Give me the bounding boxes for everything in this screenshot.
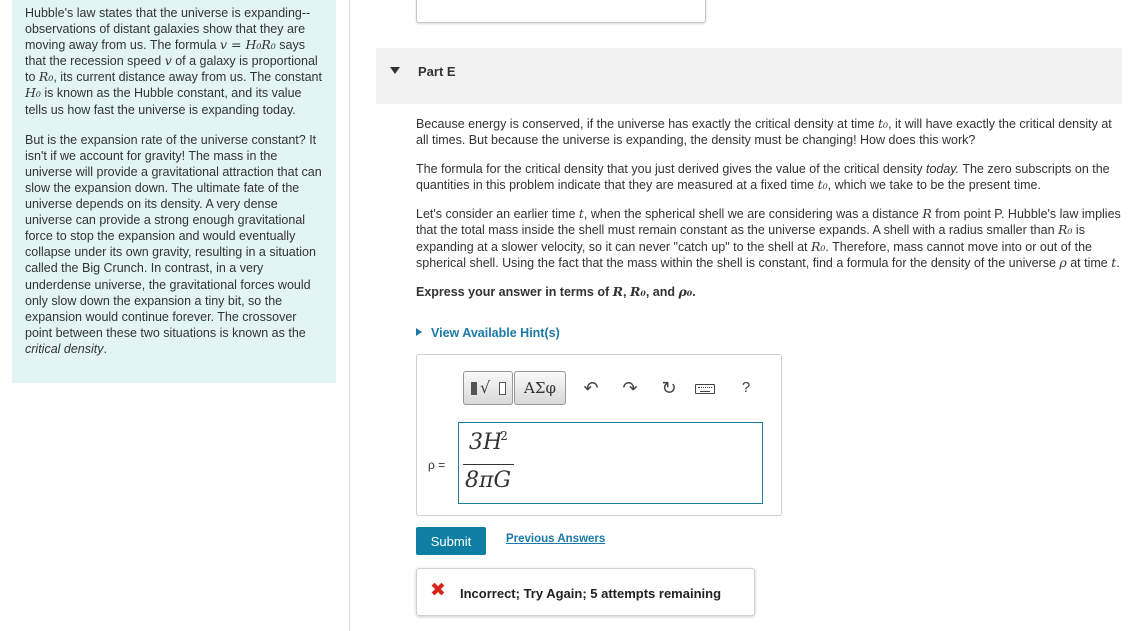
instruction-text: Express your answer in terms of: [416, 284, 613, 299]
template-block-icon: [471, 382, 477, 395]
question-text-run: The zero subscripts on the quantities in this problem indicate that they are measured at a fixed time: [416, 162, 1110, 193]
keyboard-shape: [695, 384, 715, 394]
math-rho0: ρ₀: [678, 283, 693, 299]
keyboard-icon[interactable]: [693, 375, 717, 401]
question-text-run: is expanding at a slower velocity, so it can never "catch up" to the shell at: [416, 223, 1085, 254]
feedback-message: Incorrect; Try Again; 5 attempts remaining: [460, 586, 722, 601]
template-box-icon: [499, 382, 506, 395]
answer-input[interactable]: [458, 422, 763, 504]
math-v: v: [164, 53, 172, 69]
collapse-triangle-icon[interactable]: [390, 67, 400, 74]
view-hints-link[interactable]: [416, 326, 560, 340]
math-r0: R₀: [38, 69, 54, 85]
math-r: R: [612, 283, 623, 299]
incorrect-icon: ✖: [430, 580, 446, 601]
fraction-denominator: 8πG: [465, 468, 512, 493]
math-r: R: [922, 206, 932, 222]
intro-text: , its current distance away from us. The constant: [53, 70, 322, 85]
reset-icon[interactable]: ↻: [661, 378, 677, 398]
question-text-run: The formula for the critical density that you just derived gives the value of the critical density: [416, 162, 926, 177]
question-paragraph-3: [416, 206, 1122, 270]
part-title[interactable]: Part E: [418, 64, 456, 79]
radical-icon: √: [480, 378, 491, 397]
question-text-run: . Therefore, mass cannot move into or out of the spherical shell. Using the fact that the mass within the shell is constant, find a formula for the density of the universe: [416, 239, 1092, 270]
intro-text: But is the expansion rate of the universe constant? It isn't if we account for gravity! The mass in the universe will provide a gravitational attraction that can slow the expansion down. The ultimate fate of the universe depends on its density. A very dense universe can provide a strong enough gravitational force to stop the expansion and would eventually collapse under its own gravity, resulting in a situation called the Big Crunch. In contrast, in a very underdense universe, the gravitational forces would only slow down the expansion a tiny bit, so the expansion would continue forever. The crossover point between these two situations is known as the: [25, 132, 322, 340]
question-paragraph-1: [416, 116, 1122, 148]
instruction-text: , and: [645, 284, 679, 299]
part-header[interactable]: [376, 48, 1122, 104]
templates-button[interactable]: [463, 371, 513, 405]
critical-density-term: critical density: [25, 341, 104, 356]
math-r0: R₀: [810, 238, 826, 254]
question-text-run: Because energy is conserved, if the universe has exactly the critical density at time: [416, 117, 879, 131]
intro-paragraph-1: [25, 5, 324, 118]
fraction-numerator: [469, 429, 508, 455]
greek-symbols-button[interactable]: ΑΣφ: [514, 371, 566, 405]
feedback-box: [416, 568, 755, 616]
question-text-run: at time: [1066, 255, 1112, 270]
column-divider: [349, 0, 350, 631]
math-rho: ρ: [1059, 254, 1067, 270]
emphasis-today: today.: [925, 162, 960, 177]
hint-label[interactable]: View Available Hint(s): [431, 326, 560, 340]
previous-part-box: [416, 0, 706, 23]
math-t: t: [1111, 254, 1117, 270]
help-icon[interactable]: ?: [741, 379, 751, 396]
math-t: t: [578, 206, 584, 222]
instruction-text: ,: [623, 284, 630, 299]
undo-icon[interactable]: ↶: [583, 378, 599, 398]
math-t0: t₀: [878, 116, 889, 131]
question-text-run: Let's consider an earlier time: [416, 207, 579, 222]
question-text-run: , when the spherical shell we are considering was a distance: [583, 207, 923, 222]
intro-text: of a galaxy is proportional to: [25, 54, 318, 85]
fraction-bar: [463, 464, 514, 465]
numerator-text: 3H: [469, 430, 503, 455]
answer-instruction: [416, 284, 1122, 300]
redo-icon[interactable]: ↷: [622, 378, 638, 398]
question-text-run: from point P. Hubble's law implies that the total mass inside the shell must remain constant as the universe expands. A shell with a radius smaller than: [416, 207, 1121, 238]
math-r0: R₀: [629, 283, 646, 299]
expand-triangle-icon[interactable]: [416, 328, 422, 336]
math-t0: t₀: [817, 177, 828, 193]
intro-paragraph-2: [25, 132, 324, 357]
hubble-formula: v = H₀R₀: [219, 37, 276, 53]
previous-answers-link[interactable]: Previous Answers: [506, 533, 606, 545]
math-r0: R₀: [1058, 222, 1073, 238]
question-text-run: , which we take to be the present time.: [827, 178, 1041, 193]
instruction-text: .: [692, 284, 696, 299]
question-paragraph-2: [416, 161, 1122, 193]
answer-box: [416, 354, 782, 516]
question-text: [416, 116, 1122, 313]
answer-label: ρ =: [428, 458, 446, 472]
intro-text: .: [103, 341, 107, 356]
intro-text: Hubble's law states that the universe is expanding--observations of distant galaxies show that they are moving away from us. The formula: [25, 6, 311, 53]
question-text-run: .: [1116, 255, 1120, 270]
math-h0: H₀: [25, 85, 41, 101]
intro-text: says that the recession speed: [25, 38, 305, 69]
question-text-run: , it will have exactly the critical density at all times. But because the universe is expanding, the density must be changing! How does this work?: [416, 117, 1112, 148]
numerator-exponent: 2: [500, 429, 508, 443]
submit-button[interactable]: Submit: [416, 527, 486, 555]
intro-text: is known as the Hubble constant, and its value tells us how fast the universe is expanding today.: [25, 86, 302, 117]
intro-panel: [12, 0, 336, 383]
